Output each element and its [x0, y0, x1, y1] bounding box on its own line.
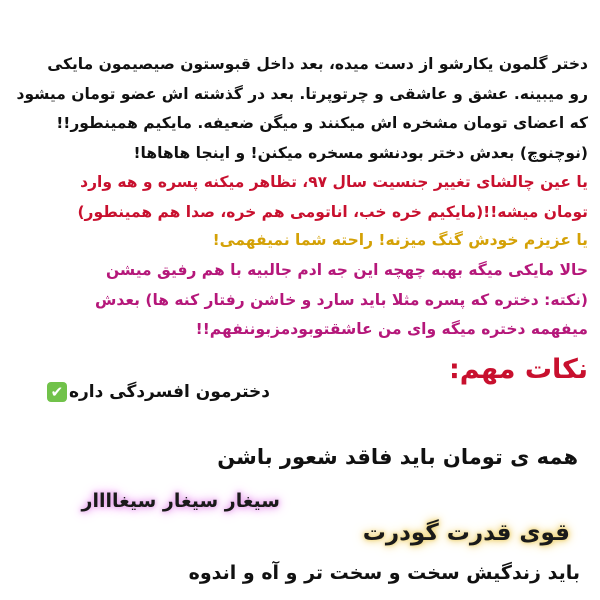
red-paragraph [2, 168, 588, 227]
note-item-hard-life: باید زندگیش سخت و سخت تر و آه و اندوه [188, 562, 580, 584]
yellow-paragraph [2, 226, 588, 256]
purple-line: حالا مایکی میگه بهبه چهچه این جه ادم جالبیه با هم رفیق میشن [105, 261, 588, 279]
note-item-depression [47, 382, 270, 402]
yellow-line: یا عزیزم خودش گنگ میزنه! راحته شما نمیفهمی! [212, 231, 588, 249]
intro-paragraph [2, 50, 588, 168]
intro-line: دختر گلمون یکارشو از دست میده، بعد داخل قبوستون صیصیمون مایکی [47, 55, 588, 73]
purple-line: میفهمه دختره میگه وای من عاشقتوبودمزبوننفهم!! [195, 320, 588, 338]
check-mark-icon: ✔ [47, 382, 67, 402]
red-line: یا عین چالشای تغییر جنسیت سال ۹۷، تظاهر میکنه پسره و هه وارد [80, 173, 588, 191]
purple-line: (نکته: دختره که پسره مثلا باید سارد و خاشن رفتار کنه ها) بعدش [95, 290, 588, 309]
purple-paragraph [2, 256, 588, 345]
note-item-power: قوی قدرت گودرت [362, 520, 570, 546]
intro-line: رو میبینه. عشق و عاشقی و چرتوپرتا. بعد در گذشته اش عضو تومان میشود [16, 84, 588, 103]
red-line: تومان میشه!!(مایکیم خره خب، اناتومی هم خره، صدا هم همینطور) [77, 202, 588, 221]
intro-line: که اعضای تومان مشخره اش میکنند و میگن ضعیفه. مایکیم همینطور!! [56, 114, 588, 132]
notes-heading: نکات مهم: [448, 354, 588, 385]
intro-line: (نوچنوچ) بعدش دختر بودنشو مسخره میکنن! و اینجا هاهاها! [133, 143, 588, 162]
note-item-label: دخترمون افسردگی داره [68, 382, 270, 402]
note-item-cigarette: سیغار سیغار سیغاااار [81, 490, 280, 512]
note-item-no-sense: همه ی تومان باید فاقد شعور باشن [217, 445, 578, 469]
